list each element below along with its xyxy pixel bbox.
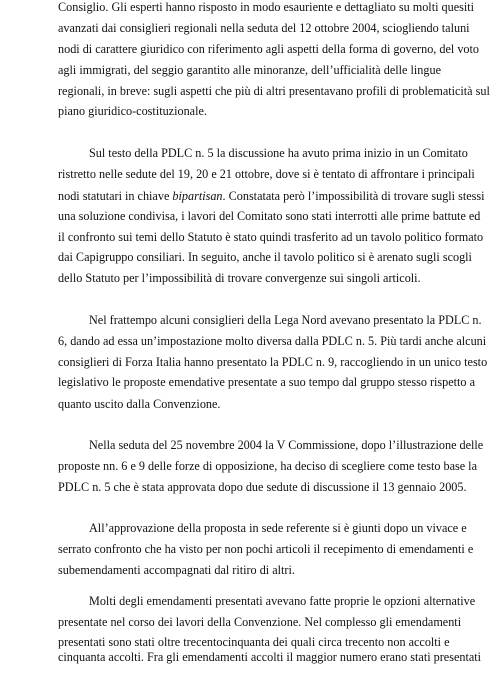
text-line: dai Capigruppo consiliari. In seguito, anche il tavolo politico si è arenato sugli scogli [58,250,472,264]
text-segment: nodi statutari in chiave [58,189,173,203]
text-line: consiglieri di Forza Italia hanno presentato la PDLC n. 9, raccogliendo in un unico testo [58,355,488,369]
text-line: agli immigrati, del seggio garantito alle minoranze, dell’ufficialità delle lingue [58,63,441,77]
text-line: subemendamenti accompagnati dal ritiro di altri. [58,563,295,577]
text-line: regionali, in breve: sugli aspetti che più di altri presentavano profili di problematicità sul [58,84,490,98]
text-line: All’approvazione della proposta in sede referente si è giunti dopo un vivace e [89,521,467,535]
text-line: PDLC n. 5 che è stata approvata dopo due sedute di discussione il 13 gennaio 2005. [58,480,467,494]
text-line: legislativo le proposte emendative presentate a suo tempo dal gruppo stesso rispetto a [58,375,475,389]
text-line: ristretto nelle sedute del 19, 20 e 21 ottobre, dove si è tentato di affrontare i principali [58,167,475,181]
text-line: avanzati dai consiglieri regionali nella seduta del 12 ottobre 2004, sciogliendo taluni [58,21,470,35]
text-line: Sul testo della PDLC n. 5 la discussione ha avuto prima inizio in un Comitato [89,146,468,160]
italic-term: bipartisan [172,189,223,203]
text-line: presentate nel corso dei lavori della Convenzione. Nel complesso gli emendamenti [58,615,462,629]
text-line: Molti degli emendamenti presentati avevano fatte proprie le opzioni alternative [89,594,476,608]
text-line: 6, dando ad essa un’impostazione molto diversa dalla PDLC n. 5. Più tardi anche alcuni [58,334,487,348]
text-segment: . Constatata però l’impossibilità di trovare sugli stessi [222,189,485,203]
text-line: il confronto sui temi dello Statuto è stato quindi trasferito ad un tavolo politico formato [58,230,484,244]
text-line: piano giuridico-costituzionale. [58,104,207,118]
text-line: serrato confronto che ha visto per non pochi articoli il recepimento di emendamenti e [58,542,474,556]
text-line: una soluzione condivisa, i lavori del Comitato sono stati interrotti alle prime battute ed [58,209,481,223]
text-line: dello Statuto per l’impossibilità di trovare convergenze sui singoli articoli. [58,271,421,285]
text-line: quanto uscito dalla Convenzione. [58,397,221,411]
text-line-overflow: cinquanta accolti. Fra gli emendamenti accolti il maggior numero erano stati presentati [58,650,482,664]
text-line: Nel frattempo alcuni consiglieri della Lega Nord avevano presentato la PDLC n. [89,313,482,327]
text-line: nodi di carattere giuridico con riferimento agli aspetti della forma di governo, del voto [58,42,480,56]
text-line: proposte nn. 6 e 9 delle forze di opposizione, ha deciso di scegliere come testo base la [58,459,477,473]
text-line: Nella seduta del 25 novembre 2004 la V Commissione, dopo l’illustrazione delle [89,438,484,452]
text-line: Consiglio. Gli esperti hanno risposto in modo esauriente e dettagliato su molti quesiti [58,0,475,14]
text-line: presentati sono stati oltre trecentocinquanta dei quali circa trecento non accolti e [58,635,450,649]
text-line [58,187,485,206]
